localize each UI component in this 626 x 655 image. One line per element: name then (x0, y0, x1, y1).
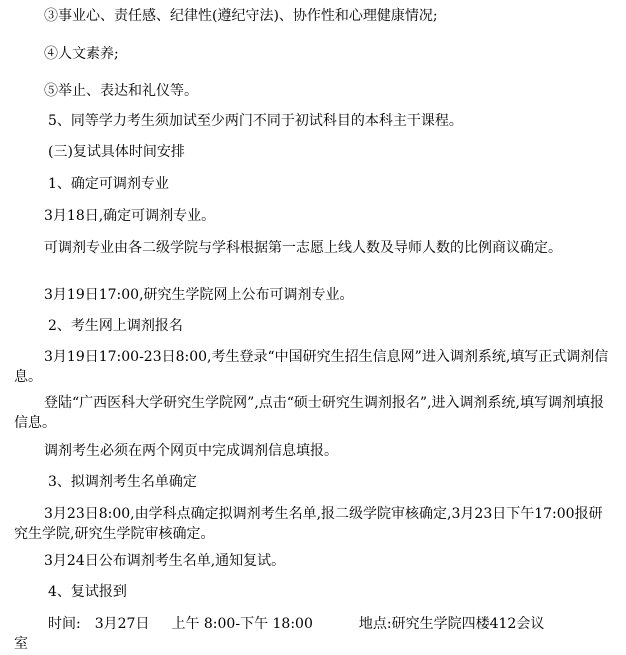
step-3-heading: 3、拟调剂考生名单确定 (48, 474, 197, 490)
step-3-line-2: 3月24日公布调剂考生名单,通知复试。 (44, 553, 286, 569)
step-2-line-1: 3月19日17:00-23日8:00,考生登录“中国研究生招生信息网”进入调剂系统,填写正式调剂信息。 (14, 349, 609, 385)
step-2-heading: 2、考生网上调剂报名 (48, 318, 183, 334)
step-1-publish: 3月19日17:00,研究生学院网上公布可调剂专业。 (44, 287, 354, 303)
place-label: 地点: (358, 616, 392, 632)
report-date: 3月27日 (94, 616, 150, 632)
step-1-heading: 1、确定可调剂专业 (48, 176, 169, 192)
place-value: 研究生学院四楼412会议 (391, 616, 545, 632)
report-time-range: 上午 8:00-下午 18:00 (171, 616, 313, 632)
paragraph-5: 5、同等学力考生须加试至少两门不同于初试科目的本科主干课程。 (48, 113, 463, 129)
time-label: 时间: (48, 616, 81, 632)
section-title: (三)复试具体时间安排 (48, 144, 185, 160)
item-5: ⑤举止、表达和礼仪等。 (44, 83, 198, 99)
item-3: ③事业心、责任感、纪律性(遵纪守法)、协作性和心理健康情况; (44, 8, 438, 24)
item-4: ④人文素养; (44, 46, 119, 62)
step-1-paragraph: 可调剂专业由各二级学院与学科根据第一志愿上线人数及导师人数的比例商议确定。 (44, 240, 562, 256)
step-4-details (48, 614, 626, 634)
step-1-date-line: 3月18日,确定可调剂专业。 (44, 208, 216, 224)
step-2-line-3: 调剂考生必须在两个网页中完成调剂信息填报。 (44, 443, 338, 459)
step-3-line-1: 3月23日8:00,由学科点确定拟调剂考生名单,报二级学院审核确定,3月23日下午17:00报研究生学院,研究生学院审核确定。 (14, 506, 603, 542)
step-4-heading: 4、复试报到 (48, 584, 127, 600)
step-2-line-2: 登陆“广西医科大学研究生学院网”,点击“硕士研究生调剂报名”,进入调剂系统,填写调剂填报信息。 (14, 395, 604, 431)
place-value-continued: 室 (14, 636, 28, 652)
